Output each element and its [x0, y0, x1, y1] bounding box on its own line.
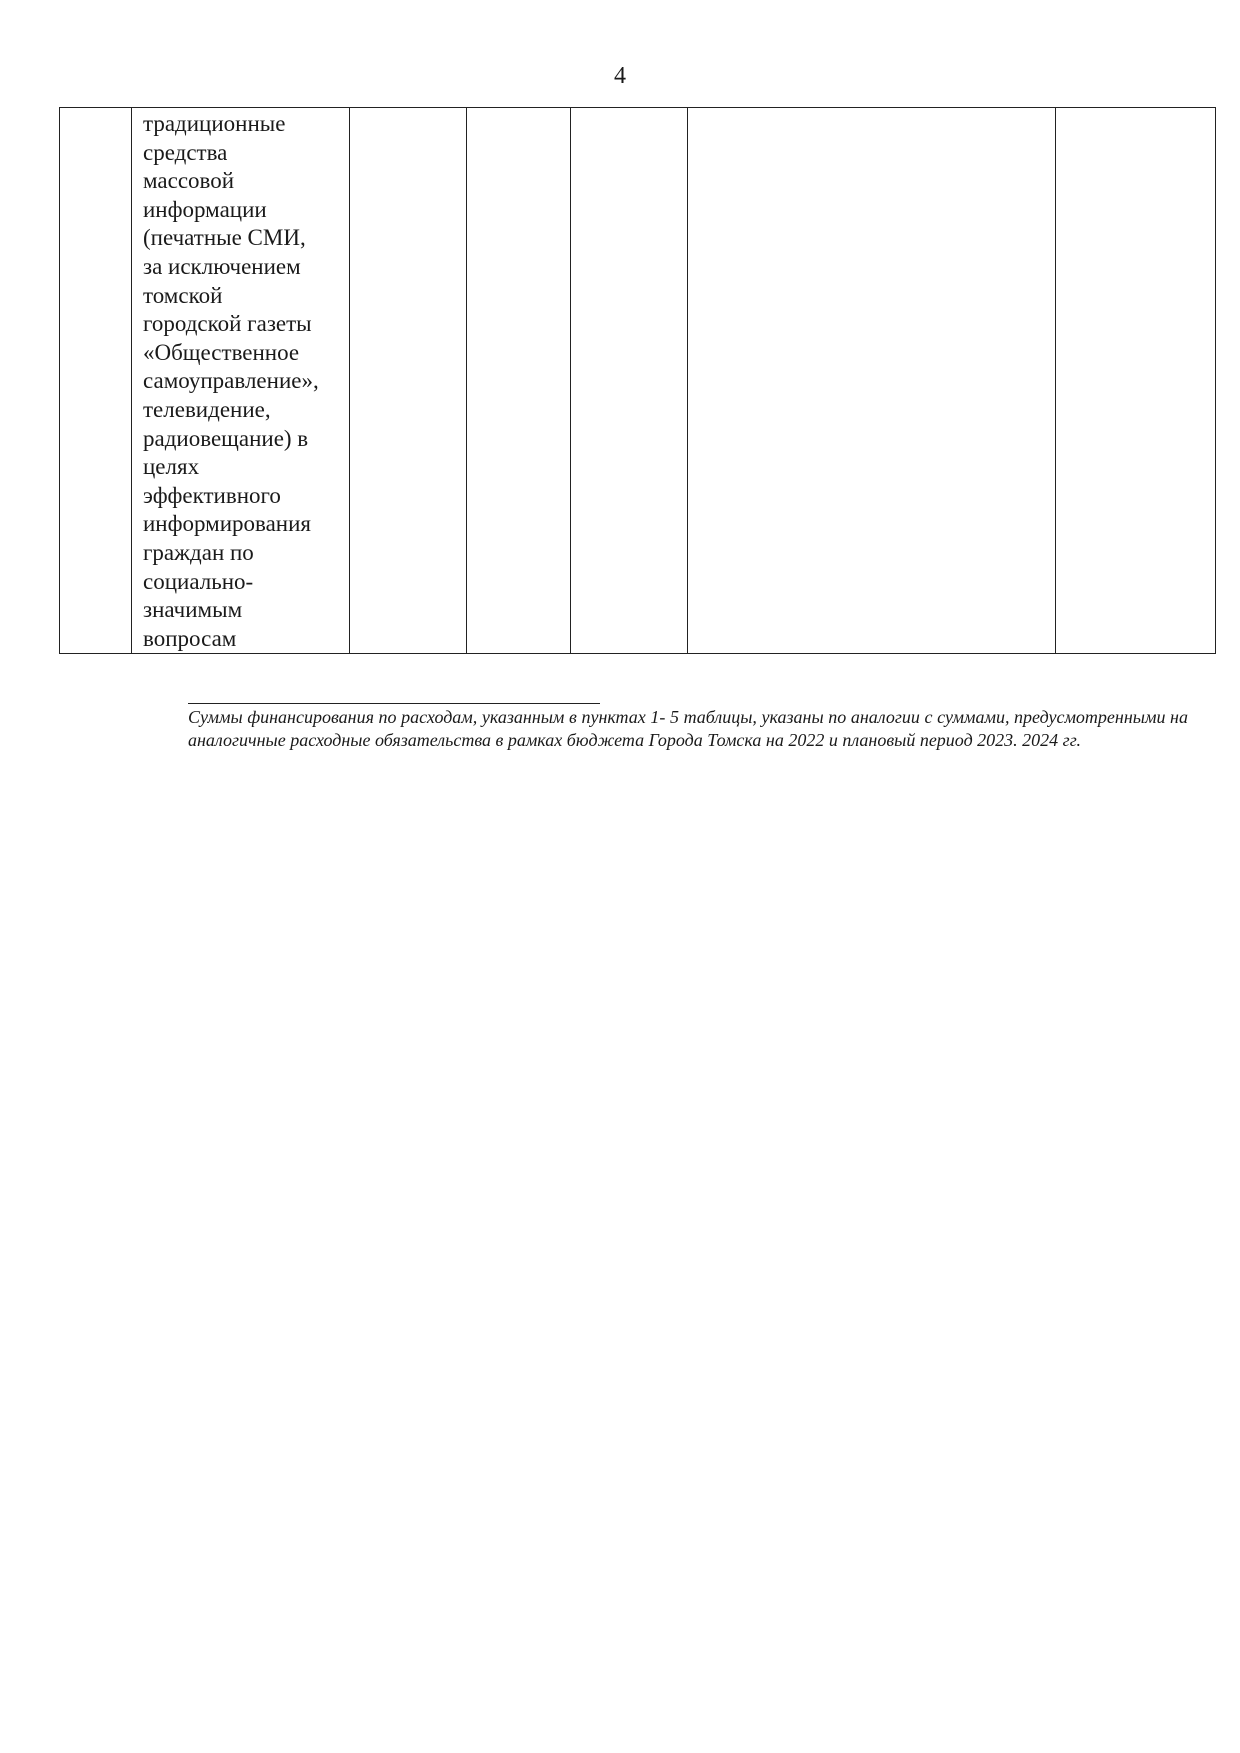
description-line: информации	[143, 196, 267, 222]
footnote-separator	[188, 703, 600, 704]
description-line: вопросам	[143, 625, 237, 651]
expense-table	[59, 107, 1216, 654]
description-line: самоуправление»,	[143, 368, 319, 394]
description-line: социально-	[143, 568, 254, 594]
table-cell-empty	[688, 108, 1056, 654]
table-cell-empty	[1056, 108, 1216, 654]
description-line: (печатные СМИ,	[143, 225, 306, 251]
table-cell-number	[60, 108, 132, 654]
table-row	[60, 108, 1216, 654]
description-line: целях	[143, 454, 200, 480]
table-cell-description	[132, 108, 350, 654]
description-line: эффективного	[143, 482, 281, 508]
page-number: 4	[614, 63, 626, 89]
description-line: массовой	[143, 168, 235, 194]
description-line: томской	[143, 282, 223, 308]
description-line: средства	[143, 139, 228, 165]
description-line: информирования	[143, 511, 311, 537]
description-line: городской газеты	[143, 311, 312, 337]
description-line: значимым	[143, 597, 243, 623]
table-cell-empty	[350, 108, 467, 654]
description-line: за исключением	[143, 253, 301, 279]
description-line: «Общественное	[143, 339, 300, 365]
table-cell-empty	[467, 108, 571, 654]
table-cell-empty	[571, 108, 688, 654]
description-line: граждан по	[143, 539, 254, 565]
description-line: радиовещание) в	[143, 425, 309, 451]
description-line: традиционные	[143, 111, 286, 136]
description-line: телевидение,	[143, 396, 271, 422]
footnote-text: Суммы финансирования по расходам, указанным в пунктах 1- 5 таблицы, указаны по аналогии с суммами, предусмотренными на аналогичные расходные обязательства в рамках бюджета Города Томска на 2022 и плановый период 2023. 2024 гг.	[188, 707, 1188, 750]
